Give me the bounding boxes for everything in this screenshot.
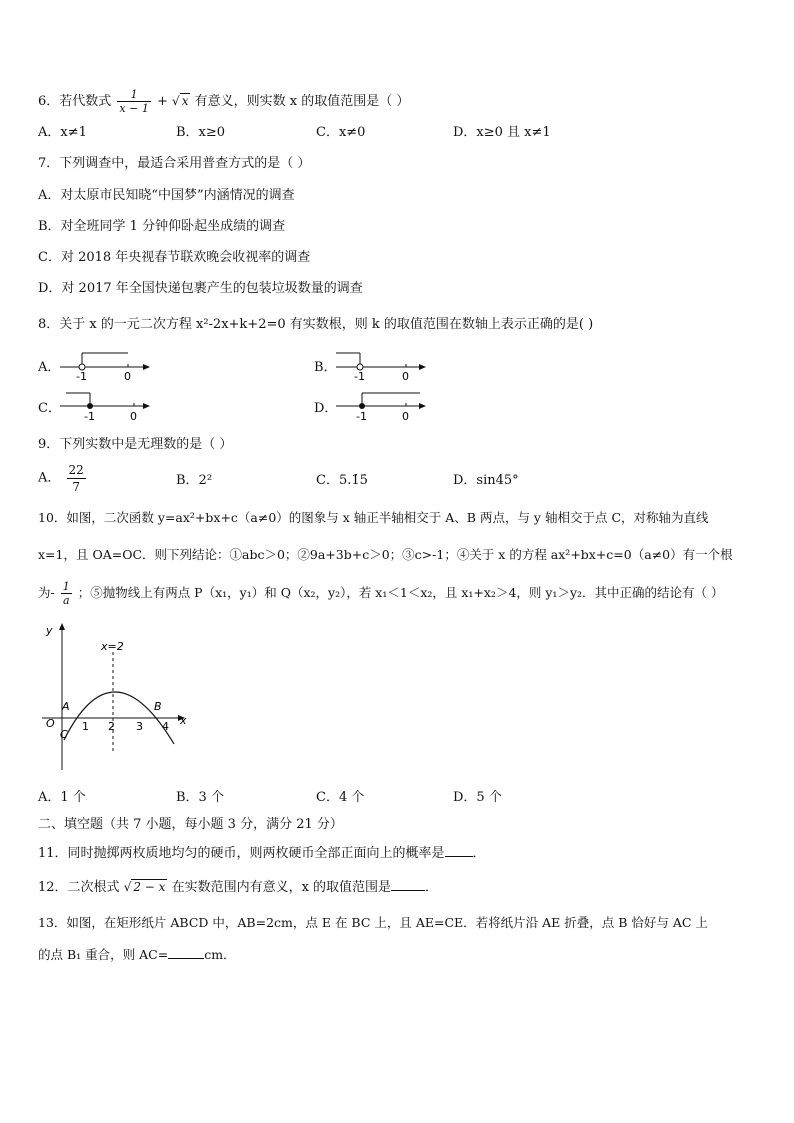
q9-a-label: A．: [38, 470, 61, 486]
q13-answer-blank[interactable]: [168, 946, 204, 959]
q6-sqrt-arg: x: [181, 94, 189, 108]
q6-option-c: C．x≠0: [316, 125, 366, 140]
q8-stem: 8．关于 x 的一元二次方程 x²-2x+k+2=0 有实数根，则 k 的取值范围在数轴上表示正确的是( ): [38, 317, 594, 332]
q10-option-b: B．3 个: [176, 790, 224, 805]
q6-prefix: 6．若代数式: [38, 94, 112, 109]
q6-suffix: 有意义，则实数 x 的取值范围是（ ）: [194, 94, 410, 109]
q10-option-a: A．1 个: [38, 790, 86, 805]
q12: [38, 878, 438, 897]
q6-option-a: A．x≠1: [38, 125, 87, 140]
q7-option-c: C．对 2018 年央视春节联欢晚会收视率的调查: [38, 250, 311, 265]
q10-line2: x=1，且 OA=OC．则下列结论：①abc＞0；②9a+3b+c＞0；③c>-1；④关于 x 的方程 ax²+bx+c=0（a≠0）有一个根: [38, 547, 733, 562]
q10-tick-1: 1: [82, 720, 89, 733]
q7-option-d: D．对 2017 年全国快递包裹产生的包装垃圾数量的调查: [38, 281, 363, 296]
q6-fraction: [117, 88, 150, 115]
q12-end: ．: [425, 880, 439, 895]
q9-stem: 9．下列实数中是无理数的是（ ）: [38, 437, 233, 452]
q7-option-a: A．对太原市民知晓“中国梦”内涵情况的调查: [38, 188, 295, 203]
q8-option-d-label: D．: [314, 401, 338, 416]
q7-stem: 7．下列调查中，最适合采用普查方式的是（ ）: [38, 156, 311, 171]
q6-frac-den: x − 1: [119, 102, 149, 115]
q10-tick-4: 4: [162, 720, 169, 733]
q8-a-tick-0: 0: [124, 370, 131, 383]
q10-x-label: x: [180, 714, 187, 727]
q9-option-a: [38, 462, 88, 495]
q10-parabola-graph: [34, 620, 194, 780]
q6-sqrt: √ x: [172, 94, 189, 108]
q6-plus: +: [156, 94, 168, 109]
q10-point-b: B: [154, 700, 162, 713]
q7-option-b: B．对全班同学 1 分钟仰卧起坐成绩的调查: [38, 219, 286, 234]
q10-tick-3: 3: [136, 720, 143, 733]
q10-line3: [38, 580, 724, 607]
q9-option-c: C．5.1̇5̇: [316, 473, 368, 488]
q6-stem: [38, 88, 409, 115]
q9-option-d: D．sin45°: [453, 473, 519, 488]
q8-a-tick-neg1: -1: [76, 370, 87, 383]
q10-fraction: [61, 580, 72, 607]
q8-d-tick-neg1: -1: [356, 410, 367, 423]
q9-a-den: 7: [72, 480, 80, 494]
q8-numberline-c: [60, 390, 152, 424]
q12-pre: 12．二次根式: [38, 880, 120, 895]
q10-point-c: C: [60, 728, 68, 741]
q10-origin-label: O: [46, 717, 55, 730]
q10-tick-2: 2: [108, 720, 115, 733]
q10-line3-post: ；⑤抛物线上有两点 P（x₁，y₁）和 Q（x₂，y₂），若 x₁＜1＜x₂，且 x₁+x₂＞4，则 y₁＞y₂．其中正确的结论有（ ）: [77, 585, 724, 600]
q10-frac-num: 1: [62, 580, 70, 593]
q10-option-c: C．4 个: [316, 790, 365, 805]
q10-frac-den: a: [62, 594, 70, 607]
q12-sqrt-arg: 2 − x: [133, 880, 166, 894]
q12-answer-blank[interactable]: [391, 878, 425, 891]
q10-line1: 10．如图，二次函数 y=ax²+bx+c（a≠0）的图象与 x 轴正半轴相交于 A、B 两点，与 y 轴相交于点 C，对称轴为直线: [38, 510, 709, 525]
q11-text: 11．同时抛掷两枚质地均匀的硬币，则两枚硬币全部正面向上的概率是: [38, 846, 445, 861]
q8-numberline-a: [60, 349, 152, 383]
q8-option-a-label: A．: [38, 360, 61, 375]
q10-point-a: A: [62, 700, 70, 713]
q9-a-num: 22: [68, 463, 84, 477]
q11-answer-blank[interactable]: [445, 844, 473, 857]
q8-numberline-d: [336, 390, 428, 424]
q8-c-tick-neg1: -1: [84, 410, 95, 423]
q13-line2-post: cm．: [204, 947, 236, 962]
q8-d-tick-0: 0: [402, 410, 409, 423]
q9-option-b: B．2²: [176, 473, 213, 488]
q10-option-d: D．5 个: [453, 790, 502, 805]
q8-option-c-label: C．: [38, 401, 61, 416]
q13-line2-pre: 的点 B₁ 重合，则 AC=: [38, 947, 169, 962]
q8-b-tick-0: 0: [402, 370, 409, 383]
q11-end: ．: [472, 846, 486, 861]
q6-option-d: D．x≥0 且 x≠1: [453, 125, 551, 140]
q13-line2: [38, 946, 236, 964]
section2-title: 二、填空题（共 7 小题，每小题 3 分，满分 21 分）: [38, 817, 343, 832]
q6-frac-num: 1: [117, 88, 150, 102]
q6-option-b: B．x≥0: [176, 125, 226, 140]
q10-line3-pre: 为-: [38, 585, 55, 600]
q12-sqrt: √ 2 − x: [123, 880, 166, 894]
q10-axis-label: x=2: [101, 640, 124, 653]
q12-post: 在实数范围内有意义，x 的取值范围是: [171, 880, 392, 895]
q8-option-b-label: B．: [314, 360, 337, 375]
q10-y-label: y: [46, 624, 53, 637]
q8-b-tick-neg1: -1: [354, 370, 365, 383]
q11: [38, 844, 486, 863]
q13-line1: 13．如图，在矩形纸片 ABCD 中，AB=2cm，点 E 在 BC 上，且 AE=CE．若将纸片沿 AE 折叠，点 B 恰好与 AC 上: [38, 915, 708, 930]
q8-numberline-b: [336, 349, 428, 383]
q9-a-fraction: [67, 462, 86, 495]
q8-c-tick-0: 0: [130, 410, 137, 423]
